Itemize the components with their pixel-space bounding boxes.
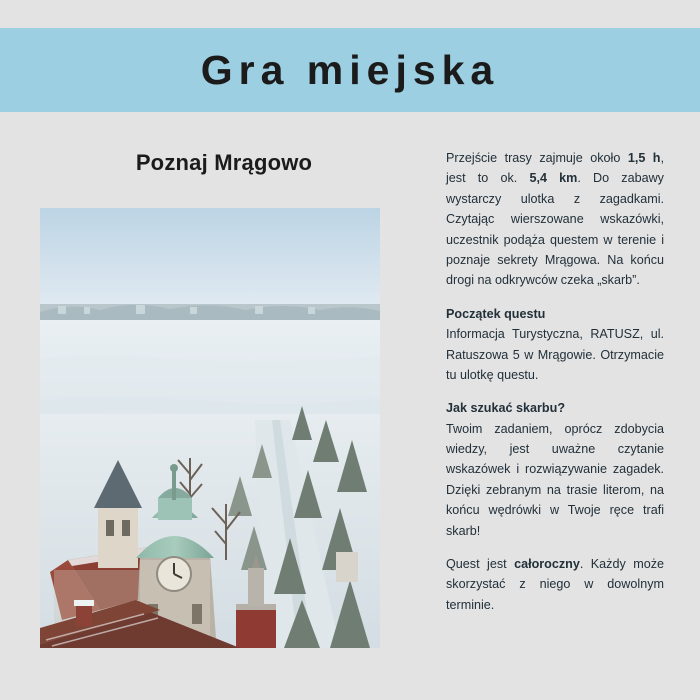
intro-duration: 1,5 h (627, 151, 661, 165)
outro-highlight: całoroczny (514, 557, 580, 572)
header-banner (0, 28, 700, 112)
paragraph-intro (446, 148, 664, 291)
photo-winter-town (40, 208, 380, 648)
article-body (446, 148, 664, 628)
left-column (38, 140, 410, 176)
paragraph-outro (446, 554, 664, 615)
outro-text-2: . Każdy może skorzystać z niego w dowolnym terminie. (446, 557, 665, 612)
intro-text-2: , jest to ok. (446, 151, 664, 186)
section-heading-howto: Jak szukać skarbu? (446, 401, 566, 416)
intro-text-1: Przejście trasy zajmuje około (446, 151, 628, 165)
section-text-howto: Twoim zadaniem, oprócz zdobycia wiedzy, jest uważne czytanie wskazówek i rozwiązywanie zagadek. Dzięki zebranym na trasie literom, na końcu wędrówki w Twoje ręce trafi skarb! (446, 421, 664, 538)
subtitle: Poznaj Mrągowo (135, 150, 313, 175)
section-how-to-search (446, 398, 664, 541)
page-title: Gra miejska (200, 46, 500, 93)
outro-text-1: Quest jest (446, 557, 515, 572)
intro-text-3: . Do zabawy wystarczy ulotka z zagadkami. Czytając wierszowane wskazówki, uczestnik podąża questem w terenie i poznaje sekrety Mrągowa. Na końcu drogi na odkrywców czeka „skarb”. (446, 171, 664, 288)
photo-illustration (40, 208, 380, 648)
section-heading-start: Początek questu (446, 306, 546, 321)
intro-distance: 5,4 km (529, 171, 578, 186)
section-text-start: Informacja Turystyczna, RATUSZ, ul. Ratuszowa 5 w Mrągowie. Otrzymacie tu ulotkę questu. (446, 327, 664, 382)
section-quest-start (446, 304, 664, 386)
